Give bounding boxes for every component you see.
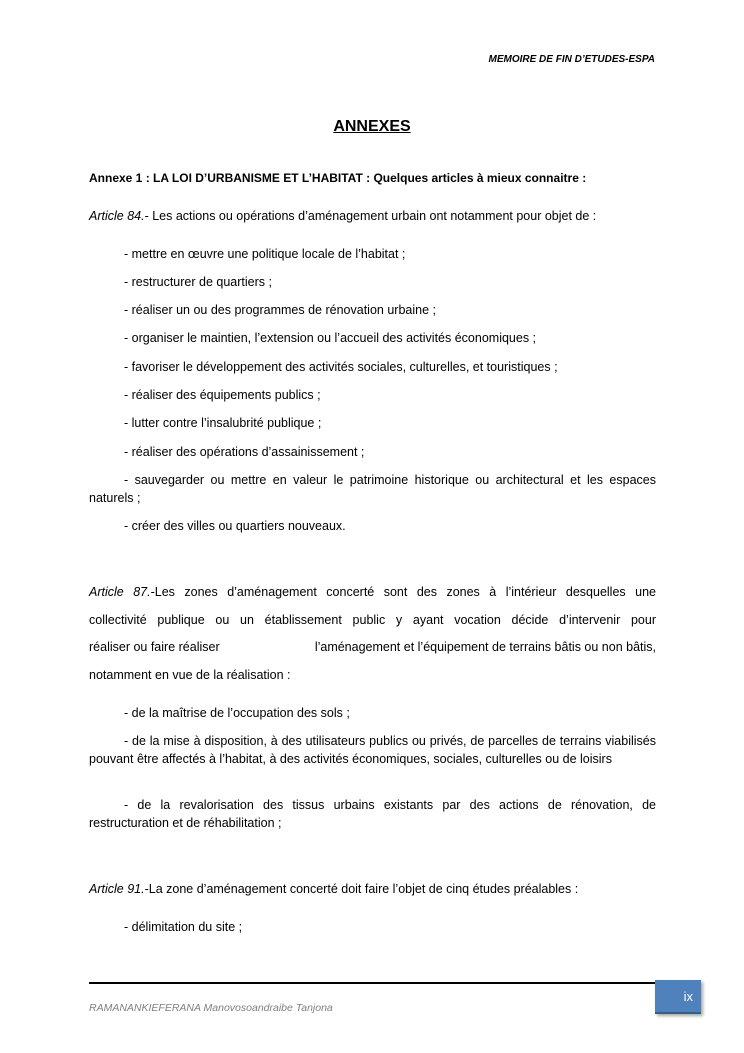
article-87-text: réaliser ou faire réaliser (89, 640, 220, 654)
list-item: - créer des villes ou quartiers nouveaux. (124, 519, 346, 533)
list-item: - mettre en œuvre une politique locale de l’habitat ; (124, 247, 406, 261)
list-item: - organiser le maintien, l’extension ou l’accueil des activités économiques ; (124, 331, 537, 345)
article-91-text: -La zone d’aménagement concerté doit faire l’objet de cinq études préalables : (144, 882, 579, 896)
article-84-label: Article 84. (89, 209, 145, 223)
list-item: - restructurer de quartiers ; (124, 275, 272, 289)
annex-heading: Annexe 1 : LA LOI D’URBANISME ET L’HABITAT : Quelques articles à mieux connaitre : (89, 171, 587, 185)
list-item: - réaliser des opérations d’assainissement ; (124, 445, 365, 459)
footer-divider (89, 982, 676, 984)
article-84-text: - Les actions ou opérations d’aménagement urbain ont notamment pour objet de : (144, 209, 597, 223)
article-87-line: collectivité publique ou un établissement public y ayant vocation décide d’intervenir pour (89, 613, 656, 627)
list-item: - délimitation du site ; (124, 920, 243, 934)
list-item: - réaliser un ou des programmes de rénovation urbaine ; (124, 303, 436, 317)
article-87-text: l’aménagement et l’équipement de terrains bâtis ou non bâtis, (314, 640, 656, 654)
article-87-line (89, 638, 656, 656)
article-87-line: notamment en vue de la réalisation : (89, 668, 291, 682)
list-item: - de la revalorisation des tissus urbains existants par des actions de rénovation, de restructuration et de réhabilitation ; (89, 798, 656, 830)
article-91-intro (89, 880, 656, 898)
article-87-line (89, 583, 656, 601)
list-item: - favoriser le développement des activités sociales, culturelles, et touristiques ; (124, 360, 558, 374)
page-title: ANNEXES (333, 118, 411, 135)
list-item: - de la mise à disposition, à des utilisateurs publics ou privés, de parcelles de terrains viabilisés pouvant être affectés à l’habitat, à des activités économiques, sociales, culturelles ou de loisirs (89, 734, 656, 766)
page-number-badge (655, 980, 701, 1014)
list-item: - de la maîtrise de l’occupation des sols ; (124, 706, 350, 720)
page-number: ix (683, 989, 693, 1004)
article-84-intro (89, 207, 656, 225)
list-item: - lutter contre l’insalubrité publique ; (124, 416, 322, 430)
article-87-label: Article 87. (89, 585, 151, 599)
article-91-label: Article 91. (89, 882, 145, 896)
list-item: - réaliser des équipements publics ; (124, 388, 321, 402)
footer-author: RAMANANKIEFERANA Manovosoandraibe Tanjona (89, 1002, 333, 1014)
list-item: - sauvegarder ou mettre en valeur le patrimoine historique ou architectural et les espaces naturels ; (89, 473, 656, 505)
article-87-text: -Les zones d’aménagement concerté sont des zones à l’intérieur desquelles une (150, 585, 656, 599)
running-header: MEMOIRE DE FIN D’ETUDES-ESPA (488, 54, 655, 65)
